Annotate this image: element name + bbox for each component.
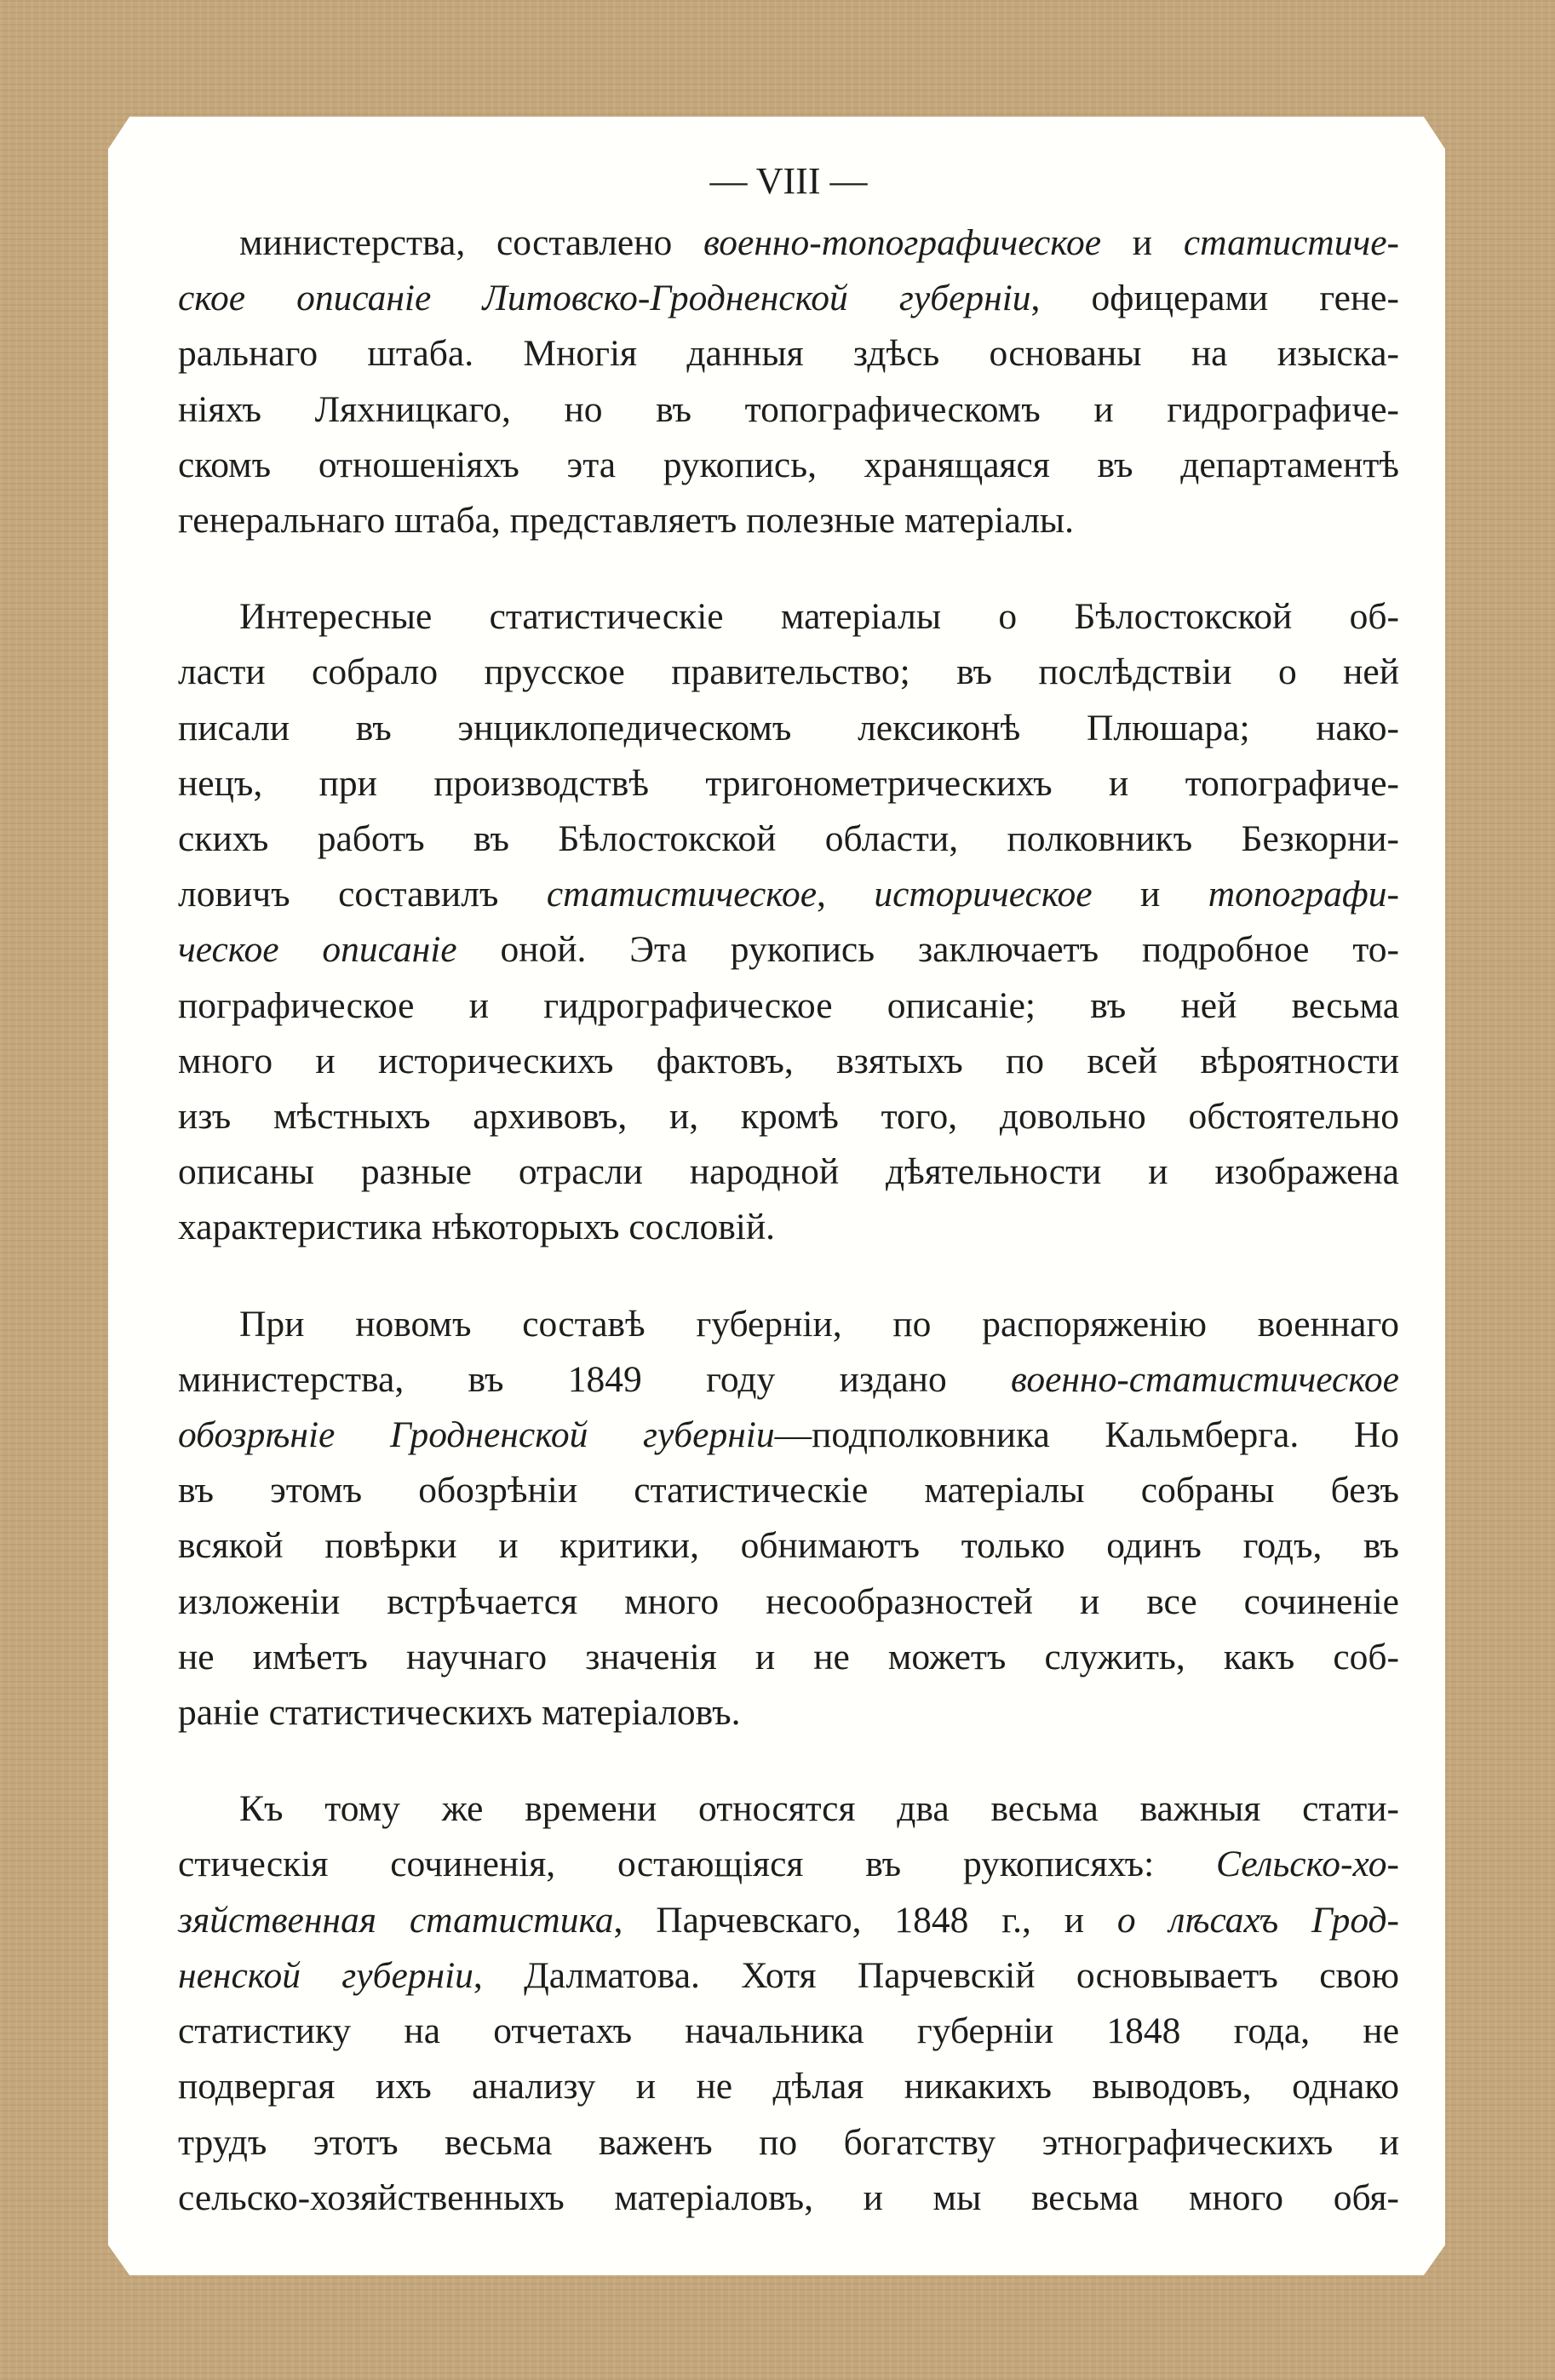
paragraph-2 [178,589,1399,1255]
text-span: изложеніи встрѣчается много несообразностей и все сочиненіе [178,1580,1399,1622]
text-span: , офицерами гене- [1030,278,1399,319]
text-line [178,382,1399,438]
italic-title-span: ненской губерніи [178,1954,473,1996]
page-folio: — VIII — [709,160,868,202]
italic-title-span: статистическое [546,874,818,915]
text-line [178,589,1399,645]
text-span: Къ тому же времени относятся два весьма важныя стати- [239,1788,1399,1830]
text-span: , [817,874,875,915]
italic-title-span: историческое [874,874,1093,915]
text-span: министерства, составлено [239,222,703,263]
text-span: пографическое и гидрографическое описаніе; въ ней весьма [178,984,1399,1026]
italic-title-span: топографи- [1208,874,1400,915]
text-line [178,1685,1399,1741]
text-span: ральнаго штаба. Многія данныя здѣсь основаны на изыска- [178,333,1399,375]
document-body [178,153,1399,2267]
text-line [178,438,1399,493]
text-line [178,1408,1399,1463]
paragraphs [178,215,1399,2226]
text-line [178,1297,1399,1352]
text-line [178,1948,1399,2004]
text-line [178,326,1399,381]
text-line [178,1089,1399,1144]
text-line [178,2059,1399,2114]
text-span: писали въ энциклопедическомъ лексиконѣ Плюшара; нако- [178,707,1399,748]
text-span: характеристика нѣкоторыхъ сословій. [178,1207,776,1248]
italic-title-span: о лѣсахъ Грод- [1116,1899,1399,1941]
text-span: скихъ работъ въ Бѣлостокской области, полковникъ Безкорни- [178,818,1399,860]
paragraph-1 [178,215,1399,548]
italic-title-span: военно-статистическое [1011,1358,1399,1400]
text-span: ловичъ составилъ [178,874,547,915]
text-span: подвергая ихъ анализу и не дѣлая никакихъ выводовъ, однако [178,2066,1399,2108]
text-span: Интересные статистическіе матеріалы о Бѣлостокской об- [239,596,1399,638]
text-line [178,1781,1399,1837]
text-line [178,701,1399,756]
text-line [178,271,1399,326]
text-span: трудъ этотъ весьма важенъ по богатству этнографическихъ и [178,2121,1399,2163]
text-line [178,1630,1399,1685]
text-span: , Парчевскаго, 1848 г., и [613,1899,1117,1941]
text-line [178,2115,1399,2171]
italic-title-span: обозрѣніе Гродненской губерніи [178,1414,775,1456]
text-line [178,1034,1399,1089]
text-span: генеральнаго штаба, представляетъ полезные матеріалы. [178,500,1075,542]
text-line [178,2004,1399,2059]
text-span: ніяхъ Ляхницкаго, но въ топографическомъ и гидрографиче- [178,388,1399,430]
text-span: и [1092,874,1208,915]
text-line [178,1352,1399,1408]
text-span: министерства, въ 1849 году издано [178,1358,1012,1400]
paragraph-3 [178,1297,1399,1741]
text-span: сельско-хозяйственныхъ матеріаловъ, и мы весьма много обя- [178,2176,1399,2218]
italic-title-span: военно-топографическое [703,222,1102,263]
text-line [178,1574,1399,1630]
text-span: описаны разные отрасли народной дѣятельности и изображена [178,1151,1399,1193]
text-span: , Далматова. Хотя Парчевскій основываетъ свою [473,1954,1399,1996]
text-span: и [1101,222,1184,263]
text-span: статистику на отчетахъ начальника губерніи 1848 года, не [178,2010,1399,2052]
text-span: нецъ, при производствѣ тригонометрическихъ и топографиче- [178,762,1399,804]
text-span: стическія сочиненія, остающіяся въ рукописяхъ: [178,1844,1216,1885]
text-span: —подполковника Кальмберга. Но [774,1414,1399,1456]
text-span: оной. Эта рукопись заключаетъ подробное то- [456,929,1399,971]
text-line [178,1144,1399,1200]
paragraph-4 [178,1781,1399,2226]
italic-title-span: зяйственная статистика [178,1899,614,1941]
italic-title-span: ское описаніе Литовско-Гродненской губерніи [178,278,1031,319]
text-span: много и историческихъ фактовъ, взятыхъ по всей вѣроятности [178,1040,1399,1081]
text-line [178,811,1399,867]
text-span: всякой повѣрки и критики, обнимаютъ только одинъ годъ, въ [178,1525,1399,1567]
text-line [178,1200,1399,1255]
text-line [178,2171,1399,2226]
italic-title-span: статистиче- [1183,222,1399,263]
text-line [178,215,1399,271]
text-span: раніе статистическихъ матеріаловъ. [178,1692,741,1734]
text-line [178,645,1399,700]
text-span: изъ мѣстныхъ архивовъ, и, кромѣ того, довольно обстоятельно [178,1096,1399,1138]
text-span: въ этомъ обозрѣніи статистическіе матеріалы собраны безъ [178,1470,1399,1511]
text-line [178,493,1399,548]
text-line [178,756,1399,811]
italic-title-span: ческое описаніе [178,929,457,971]
text-line [178,978,1399,1034]
text-line [178,1893,1399,1948]
text-span: скомъ отношеніяхъ эта рукопись, хранящаяся въ департаментѣ [178,444,1399,485]
text-line [178,1837,1399,1892]
text-line [178,867,1399,922]
text-span: ласти собрало прусское правительство; въ послѣдствіи о ней [178,651,1399,693]
text-line [178,1463,1399,1518]
text-line [178,922,1399,978]
text-span: не имѣетъ научнаго значенія и не можетъ служить, какъ соб- [178,1636,1399,1677]
italic-title-span: Сельско-хо- [1216,1844,1399,1885]
text-span: При новомъ составѣ губерніи, по распоряженію военнаго [239,1303,1399,1345]
text-line [178,1518,1399,1574]
